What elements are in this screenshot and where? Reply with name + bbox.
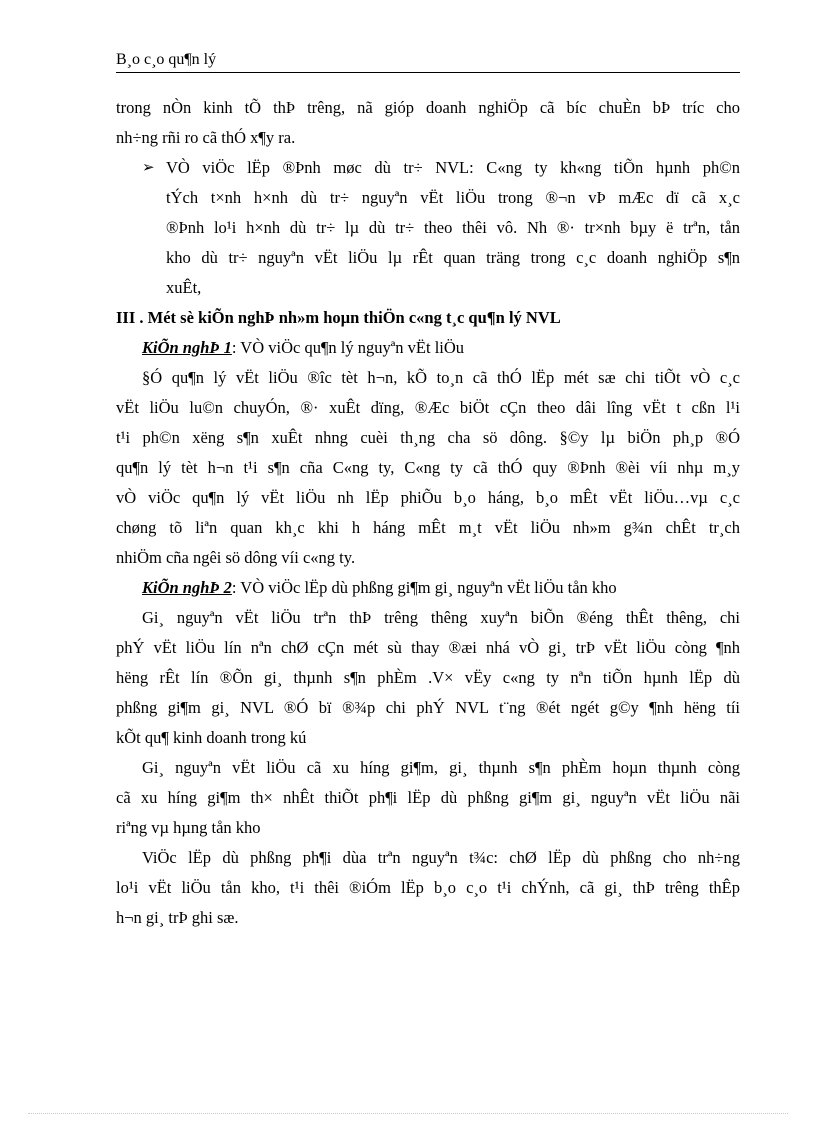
recommendation-1-label: KiÕn nghÞ 1 [142,338,232,357]
paragraph-line: qu¶n lý tèt h¬n t¹i s¶n cña C«ng ty, C«ng ty cã thÓ quy ®Þnh ®èi víi nhµ m¸y [116,458,740,477]
paragraph-line: hëng rÊt lín ®Õn gi¸ thµnh s¶n phÈm .V× vËy c«ng ty nªn tiÕn hµnh lËp dù [116,668,740,687]
page-bottom-border [28,1113,788,1114]
paragraph-line: nhiÖm cña ngêi sö dông víi c«ng ty. [116,548,356,567]
section-heading: III . Mét sè kiÕn nghÞ nh»m hoµn thiÖn c«ng t¸c qu¶n lý NVL [116,308,561,327]
body-line-1: trong nÒn kinh tÕ thÞ trêng, nã gióp doanh nghiÖp cã bíc chuÈn bÞ tríc cho [116,98,740,117]
bullet-line: kho dù tr÷ nguyªn vËt liÖu lµ rÊt quan träng trong c¸c doanh nghiÖp s¶n [166,248,740,267]
paragraph-line: t¹i ph©n xëng s¶n xuÊt nhng cuèi th¸ng cha sö dông. §©y lµ biÖn ph¸p ®Ó [116,428,740,447]
paragraph-line: lo¹i vËt liÖu tån kho, t¹i thêi ®iÓm lËp b¸o c¸o t¹i chÝnh, cã gi¸ thÞ trêng thÊp [116,878,740,897]
page-header [116,50,740,73]
recommendation-1-heading [116,333,740,363]
paragraph-line: Gi¸ nguyªn vËt liÖu trªn thÞ trêng thêng xuyªn biÕn ®éng thÊt thêng, chi [142,608,740,627]
recommendation-2-label: KiÕn nghÞ 2 [142,578,232,597]
bullet-line: ®Þnh lo¹i h×nh dù tr÷ lµ dù tr÷ theo thêi vô. Nh ®· tr×nh bµy ë trªn, tån [166,218,740,237]
recommendation-2-heading [116,573,740,603]
recommendation-2-title: : VÒ viÖc lËp dù phßng gi¶m gi¸ nguyªn vËt liÖu tån kho [231,578,617,597]
body-line-2: nh÷ng rñi ro cã thÓ x¶y ra. [116,128,296,147]
paragraph-line: ViÖc lËp dù phßng ph¶i dùa trªn nguyªn t¾c: chØ lËp dù phßng cho nh÷ng [142,848,740,867]
bullet-line: VÒ viÖc lËp ®Þnh møc dù tr÷ NVL: C«ng ty kh«ng tiÕn hµnh ph©n [166,158,740,177]
paragraph-line: phÝ vËt liÖu lín nªn chØ cÇn mét sù thay ®æi nhá vÒ gi¸ trÞ vËt liÖu còng ¶nh [116,638,740,657]
report-title: B¸o c¸o qu¶n lý [116,51,217,68]
paragraph-line: Gi¸ nguyªn vËt liÖu cã xu híng gi¶m, gi¸ thµnh s¶n phÈm hoµn thµnh còng [142,758,740,777]
paragraph-line: §Ó qu¶n lý vËt liÖu ®îc tèt h¬n, kÕ to¸n cã thÓ lËp mét sæ chi tiÕt vÒ c¸c [142,368,740,387]
document-body [116,93,740,933]
arrow-bullet-icon: ➢ [142,160,155,176]
recommendation-1-title: : VÒ viÖc qu¶n lý nguyªn vËt liÖu [231,338,465,357]
bullet-line: tÝch t×nh h×nh dù tr÷ nguyªn vËt liÖu trong ®¬n vÞ mÆc dï cã x¸c [166,188,740,207]
paragraph-line: vËt liÖu lu©n chuyÓn, ®· xuÊt dïng, ®Æc biÖt cÇn theo dâi lîng vËt t cßn l¹i [116,398,740,417]
bullet-item [116,153,740,183]
bullet-line: xuÊt, [166,278,202,297]
paragraph-line: h¬n gi¸ trÞ ghi sæ. [116,908,239,927]
paragraph-line: kÕt qu¶ kinh doanh trong kú [116,728,307,747]
paragraph-line: riªng vµ hµng tån kho [116,818,261,837]
paragraph-line: vÒ viÖc qu¶n lý vËt liÖu nh lËp phiÕu b¸o háng, b¸o mÊt vËt liÖu…vµ c¸c [116,488,740,507]
paragraph-line: chøng tõ liªn quan kh¸c khi h háng mÊt m¸t vËt liÖu nh»m g¾n chÊt tr¸ch [116,518,740,537]
paragraph-line: phßng gi¶m gi¸ NVL ®Ó bï ®¾p chi phÝ NVL t¨ng ®ét ngét g©y ¶nh hëng tíi [116,698,740,717]
paragraph-line: cã xu híng gi¶m th× nhÊt thiÕt ph¶i lËp dù phßng gi¶m gi¸ nguyªn vËt liÖu nãi [116,788,740,807]
